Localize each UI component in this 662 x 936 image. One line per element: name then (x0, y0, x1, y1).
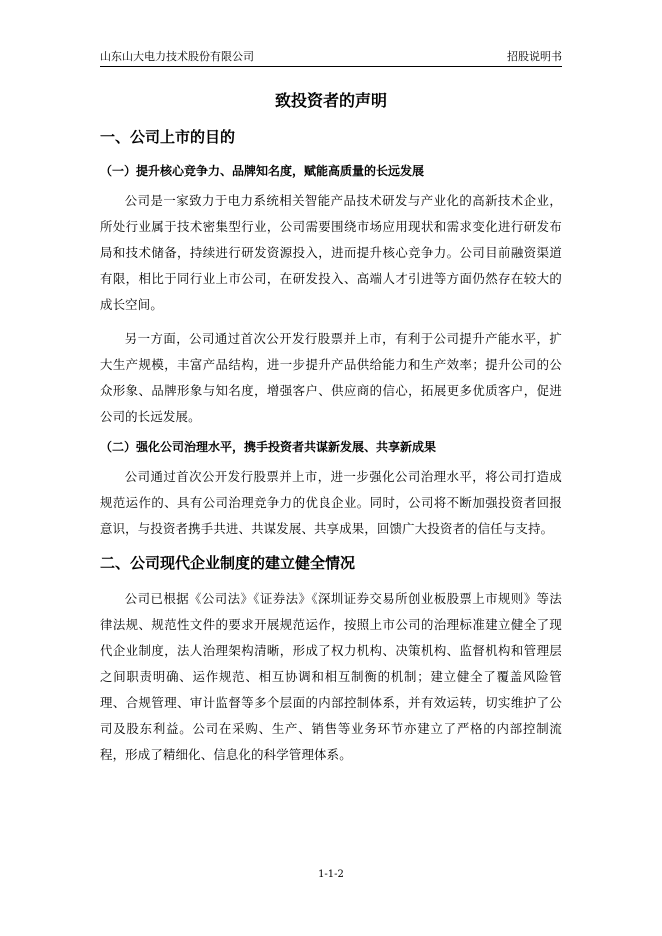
header-divider (100, 66, 562, 67)
subsection-heading-competitiveness: （一）提升核心竞争力、品牌知名度，赋能高质量的长远发展 (100, 164, 425, 178)
paragraph: 另一方面，公司通过首次公开发行股票并上市，有利于公司提升产能水平，扩大生产规模，丰富产品结构，进一步提升产品供给能力和生产效率；提升公司的公众形象、品牌形象与知名度，增强客户、供应商的信心，拓展更多优质客户，促进公司的长远发展。 (100, 331, 562, 424)
subsection-heading-governance: （二）强化公司治理水平，携手投资者共谋新发展、共享新成果 (100, 440, 437, 454)
section-heading-listing-purpose: 一、公司上市的目的 (100, 128, 236, 146)
paragraph: 公司通过首次公开发行股票并上市，进一步强化公司治理水平，将公司打造成规范运作的、具有公司治理竞争力的优良企业。同时，公司将不断加强投资者回报意识，与投资者携手共进、共谋发展、共享成果，回馈广大投资者的信任与支持。 (100, 469, 562, 536)
page-title: 致投资者的声明 (274, 91, 387, 110)
page-number: 1-1-2 (318, 869, 344, 880)
document-body (100, 126, 562, 768)
section-heading-corporate-system: 二、公司现代企业制度的建立健全情况 (100, 554, 356, 572)
header-document-type: 招股说明书 (507, 50, 562, 63)
header-company-name: 山东山大电力技术股份有限公司 (100, 50, 254, 63)
paragraph: 公司是一家致力于电力系统相关智能产品技术研发与产业化的高新技术企业，所处行业属于技术密集型行业，公司需要围绕市场应用现状和需求变化进行研发布局和技术储备，持续进行研发资源投入，进而提升核心竞争力。公司目前融资渠道有限，相比于同行业上市公司，在研发投入、高端人才引进等方面仍然存在较大的成长空间。 (100, 193, 562, 312)
page-header (100, 49, 562, 65)
paragraph: 公司已根据《公司法》《证券法》《深圳证券交易所创业板股票上市规则》等法律法规、规范性文件的要求开展规范运作，按照上市公司的治理标准建立健全了现代企业制度，法人治理架构清晰，形成了权力机构、决策机构、监督机构和管理层之间职责明确、运作规范、相互协调和相互制衡的机制；建立健全了覆盖风险管理、合规管理、审计监督等多个层面的内部控制体系，并有效运转，切实维护了公司及股东利益。公司在采购、生产、销售等业务环节亦建立了严格的内部控制流程，形成了精细化、信息化的科学管理体系。 (100, 591, 562, 762)
